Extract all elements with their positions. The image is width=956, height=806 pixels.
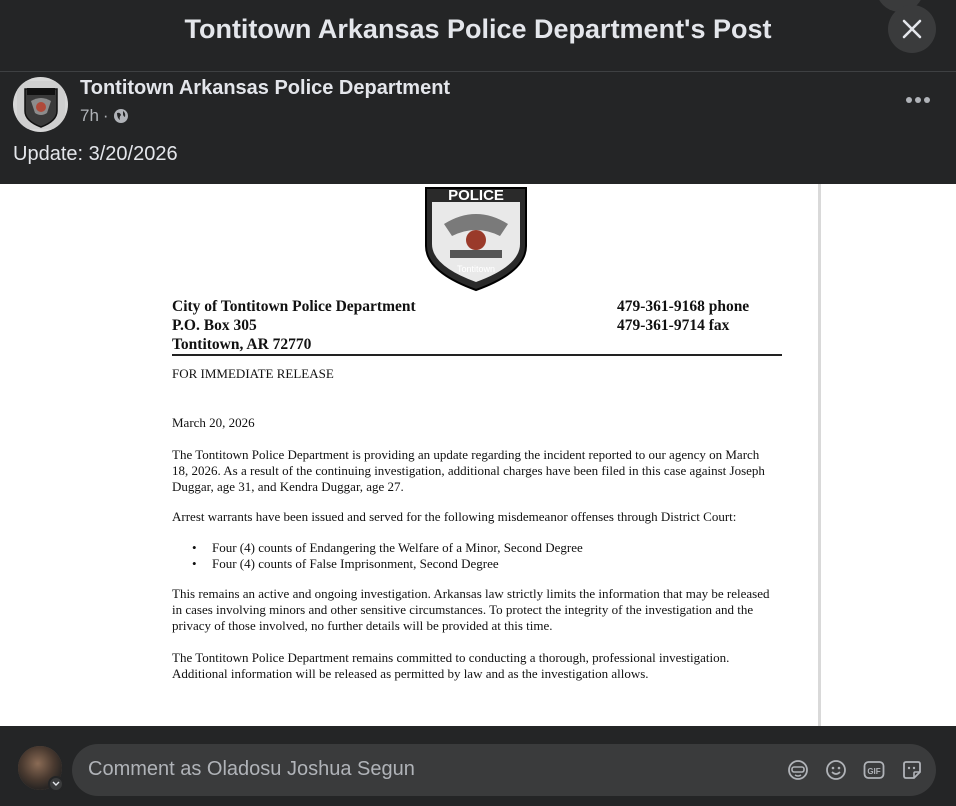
more-options-button[interactable] <box>898 86 938 114</box>
press-release-document <box>0 184 956 726</box>
avatar-sticker-icon[interactable] <box>786 756 810 784</box>
release-date: March 20, 2026 <box>172 415 255 430</box>
post-image[interactable] <box>0 184 956 726</box>
page-avatar[interactable] <box>13 77 68 132</box>
address-line: City of Tontitown Police Department <box>172 298 416 315</box>
release-label: FOR IMMEDIATE RELEASE <box>172 366 334 381</box>
badge-top-text: POLICE <box>448 187 504 204</box>
close-button[interactable] <box>888 5 936 53</box>
comment-tools <box>786 756 924 784</box>
comment-placeholder: Comment as Oladosu Joshua Segun <box>88 758 415 780</box>
paragraph: The Tontitown Police Department is providing an update regarding the incident reported to our agency on March 18, 2026. As a result of the continuing investigation, additional charges have been filed in this case against Joseph Duggar, age 31, and Kendra Duggar, age 27. <box>172 447 765 494</box>
fax-line: 479-361-9714 fax <box>617 317 730 334</box>
emoji-icon[interactable] <box>824 756 848 784</box>
sticker-icon[interactable] <box>900 756 924 784</box>
chevron-down-icon[interactable] <box>48 776 64 792</box>
page-name[interactable]: Tontitown Arkansas Police Department <box>80 77 451 99</box>
paragraph: Arrest warrants have been issued and served for the following misdemeanor offenses through District Court: <box>172 509 737 524</box>
user-avatar[interactable] <box>18 746 62 790</box>
police-badge-icon <box>17 81 65 129</box>
department-address <box>172 297 416 354</box>
paragraph: The Tontitown Police Department remains committed to conducting a thorough, professional investigation. Additional information will be released as permitted by law and as the investigation allows. <box>172 650 730 681</box>
close-icon <box>901 18 923 40</box>
address-line: Tontitown, AR 72770 <box>172 336 312 353</box>
post-meta <box>80 106 129 126</box>
address-line: P.O. Box 305 <box>172 317 257 334</box>
modal-title: Tontitown Arkansas Police Department's Post <box>184 14 772 44</box>
modal-header <box>0 0 956 72</box>
comment-input[interactable] <box>72 744 936 796</box>
svg-text:GIF: GIF <box>867 767 881 776</box>
badge-bottom-text: Tontitown <box>456 264 496 274</box>
list-item: • Four (4) counts of Endangering the Welfare of a Minor, Second Degree <box>192 540 583 556</box>
header-rule <box>172 354 782 356</box>
comment-composer <box>0 726 956 806</box>
charges-list <box>192 540 583 572</box>
department-contact <box>617 297 749 335</box>
post-header <box>0 72 956 184</box>
globe-icon <box>113 108 129 124</box>
post-text: Update: 3/20/2026 <box>13 143 178 165</box>
paragraph: This remains an active and ongoing investigation. Arkansas law strictly limits the information that may be released in cases involving minors and other sensitive circumstances. To protect the integrity of the investigation and the privacy of those involved, no further details will be provided at this time. <box>172 586 770 633</box>
meta-separator: · <box>102 106 109 125</box>
police-badge <box>420 184 532 292</box>
list-item: • Four (4) counts of False Imprisonment, Second Degree <box>192 556 583 572</box>
more-icon <box>905 96 931 104</box>
phone-line: 479-361-9168 phone <box>617 298 750 315</box>
post-time[interactable]: 7h <box>80 106 99 125</box>
gif-icon[interactable] <box>862 756 886 784</box>
